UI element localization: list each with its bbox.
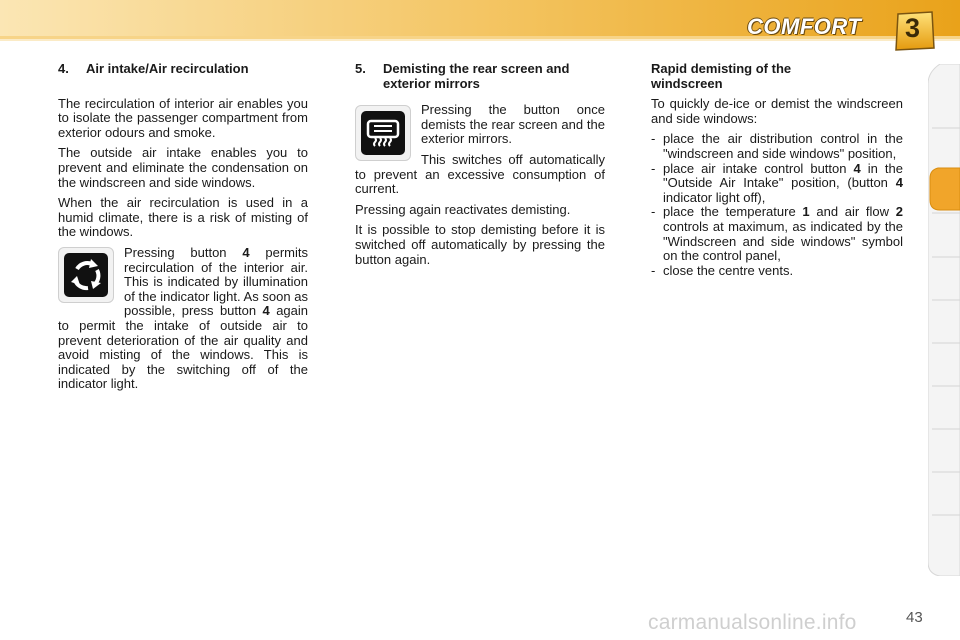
- paragraph: It is possible to stop demisting before it is switched off automatically by pressing the button again.: [355, 222, 605, 267]
- air-recirculation-icon: [67, 256, 105, 294]
- section-4-heading: [58, 62, 308, 77]
- paragraph: This switches off automatically to prevent an excessive consumption of current.: [355, 151, 605, 197]
- list-item: - place the air distribution control in the "windscreen and side windows" position,: [651, 132, 903, 161]
- paragraph: Pressing the button once demists the rear screen and the exterior mirrors.: [421, 102, 605, 147]
- chapter-title: COMFORT: [747, 14, 862, 39]
- page-number: 43: [906, 609, 923, 626]
- chapter-number: 3: [905, 13, 921, 43]
- paragraph: When the air recirculation is used in a humid climate, there is a risk of misting of the windows.: [58, 195, 308, 240]
- paragraph: To quickly de-ice or demist the windscreen and side windows:: [651, 96, 903, 126]
- section-air-intake: [58, 62, 308, 398]
- list-item: - close the centre vents.: [651, 264, 903, 279]
- section-5-title: Demisting the rear screen and exterior mirrors: [383, 61, 570, 91]
- chapter-tabs: [928, 64, 960, 576]
- demist-button-image: [355, 105, 411, 161]
- paragraph: The outside air intake enables you to prevent and eliminate the condensation on the windscreen and side windows.: [58, 145, 308, 190]
- section-demisting: [355, 62, 605, 273]
- paragraph: Pressing again reactivates demisting.: [355, 201, 571, 217]
- steps-list: [651, 132, 903, 278]
- watermark: carmanualsonline.info: [648, 611, 857, 634]
- recirculation-button-image: [58, 247, 114, 303]
- list-item: - place air intake control button 4 in the "Outside Air Intake" position, (button 4 indicator light off),: [651, 162, 903, 206]
- section-4-number: 4.: [58, 61, 69, 76]
- paragraph: The recirculation of interior air enables you to isolate the passenger compartment from exterior odours and smoke.: [58, 95, 308, 140]
- section-5-heading: [355, 62, 605, 91]
- section-rapid-demisting: [651, 62, 903, 278]
- section-5-number: 5.: [355, 61, 366, 76]
- rapid-demisting-heading: Rapid demisting of the windscreen: [651, 61, 792, 91]
- paragraph-recirculation: Pressing button 4 permits recirculation of the interior air. This is indicated by illumination of the indicator light. As soon as possible, press button 4 again to permit the intake of outside air to prevent deterioration of the air quality and avoid misting of the windows. This is indicated by the switching off of the indicator light.: [58, 244, 309, 392]
- list-item: - place the temperature 1 and air flow 2 controls at maximum, as indicated by the "Windscreen and side windows" symbol on the control panel,: [651, 205, 903, 263]
- rear-demist-icon: [365, 118, 401, 148]
- section-4-title: Air intake/Air recirculation: [86, 61, 249, 76]
- active-chapter-tab: [930, 168, 960, 210]
